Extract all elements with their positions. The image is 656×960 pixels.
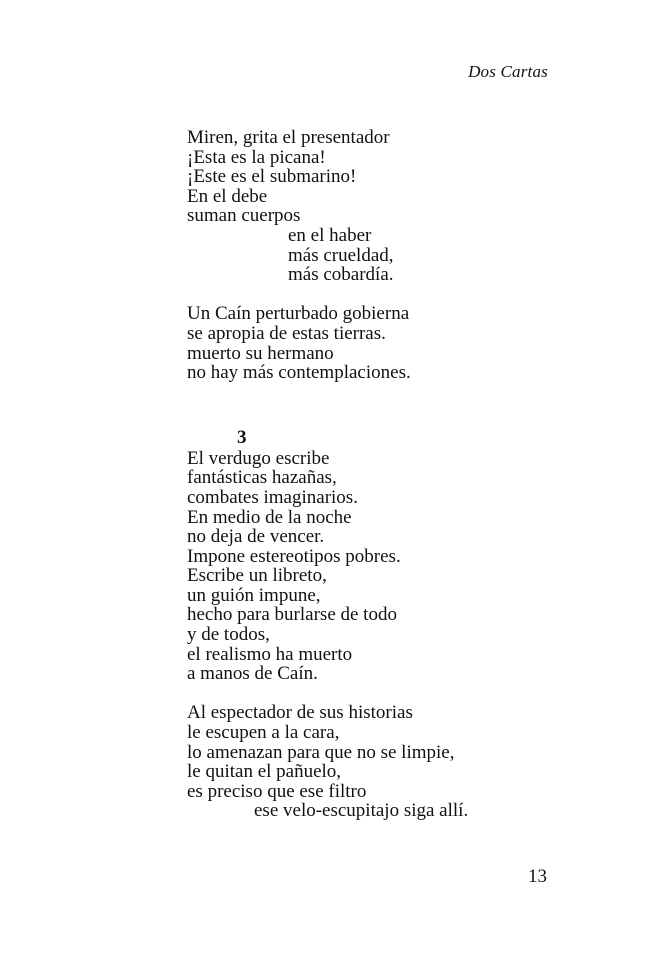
stanza-2 (187, 304, 607, 382)
poem-line: no hay más contemplaciones. (187, 362, 411, 384)
poem-line: combates imaginarios. (187, 486, 358, 508)
poem-line: Impone estereotipos pobres. (187, 545, 401, 567)
poem-line: y de todos, (187, 624, 270, 646)
section-number: 3 (237, 426, 247, 448)
poem-line: muerto su hermano (187, 342, 334, 364)
poem-line-indented: más crueldad, (288, 244, 394, 266)
page-number: 13 (528, 866, 547, 887)
poem-line: a manos de Caín. (187, 663, 318, 685)
poem-line: Miren, grita el presentador (187, 127, 390, 148)
poem-line: el realismo ha muerto (187, 643, 353, 665)
poem-line: El verdugo escribe (187, 447, 330, 469)
poem-line: Al espectador de sus historias (187, 702, 413, 724)
stanza-gap (187, 684, 607, 704)
stanza-1 (187, 128, 607, 285)
section-3 (187, 427, 607, 684)
poem-line-indented: en el haber (288, 224, 372, 246)
poem-line: lo amenazan para que no se limpie, (187, 741, 455, 763)
poem-line: ¡Este es el submarino! (187, 166, 357, 188)
poem-line: Escribe un libreto, (187, 565, 327, 587)
poem-line: es preciso que ese filtro (187, 780, 367, 802)
poem-line-indented: ese velo-escupitajo siga allí. (254, 800, 469, 822)
stanza-4 (187, 703, 607, 821)
stanza-gap (187, 285, 607, 305)
poem-line: se apropia de estas tierras. (187, 322, 386, 344)
poem-line-indented: más cobardía. (288, 264, 394, 286)
poem-line: En el debe (187, 185, 268, 207)
poem-line: no deja de vencer. (187, 526, 325, 548)
poem-line: ¡Esta es la picana! (187, 146, 326, 168)
poem-line: hecho para burlarse de todo (187, 604, 397, 626)
poem-line: suman cuerpos (187, 205, 301, 227)
poem-line: le escupen a la cara, (187, 722, 340, 744)
poem-line: En medio de la noche (187, 506, 352, 528)
poem-body (187, 128, 607, 821)
poem-line: Un Caín perturbado gobierna (187, 303, 410, 325)
poem-line: un guión impune, (187, 584, 321, 606)
poem-line: le quitan el pañuelo, (187, 761, 342, 783)
poem-line: fantásticas hazañas, (187, 467, 337, 489)
running-header: Dos Cartas (468, 62, 548, 81)
section-gap (187, 383, 607, 427)
